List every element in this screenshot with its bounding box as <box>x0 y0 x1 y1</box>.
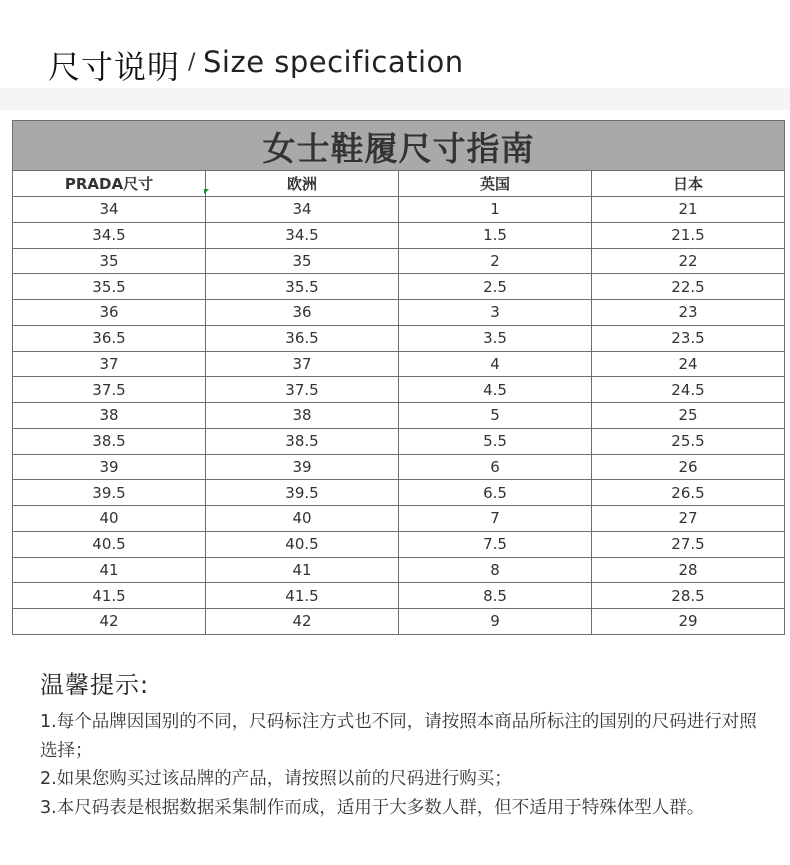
column-header-eu: 欧洲 <box>206 171 399 197</box>
table-row <box>13 531 785 557</box>
cell-uk: 2.5 <box>399 274 592 300</box>
cell-jp: 29 <box>592 609 785 635</box>
cell-uk: 7 <box>399 506 592 532</box>
cell-prada: 41.5 <box>13 583 206 609</box>
cell-prada: 42 <box>13 609 206 635</box>
cell-jp: 24 <box>592 351 785 377</box>
cell-jp: 21.5 <box>592 222 785 248</box>
cell-jp: 23 <box>592 300 785 326</box>
cell-comment-marker <box>204 189 209 194</box>
page-title-en: Size specification <box>203 45 464 79</box>
cell-jp: 25 <box>592 403 785 429</box>
cell-prada: 38.5 <box>13 428 206 454</box>
cell-eu: 37.5 <box>206 377 399 403</box>
table-row <box>13 351 785 377</box>
page-title-cn: 尺寸说明 <box>48 48 181 86</box>
cell-jp: 28 <box>592 557 785 583</box>
cell-prada: 40 <box>13 506 206 532</box>
column-header-prada: PRADA尺寸 <box>13 171 206 197</box>
cell-uk: 8 <box>399 557 592 583</box>
cell-prada: 37.5 <box>13 377 206 403</box>
cell-prada: 36.5 <box>13 325 206 351</box>
cell-eu: 36 <box>206 300 399 326</box>
table-row <box>13 222 785 248</box>
cell-jp: 26 <box>592 454 785 480</box>
tip-item: 1.每个品牌因国别的不同，尺码标注方式也不同，请按照本商品所标注的国别的尺码进行对照选择； <box>40 712 757 761</box>
cell-jp: 28.5 <box>592 583 785 609</box>
cell-prada: 34 <box>13 197 206 223</box>
cell-uk: 7.5 <box>399 531 592 557</box>
cell-prada: 41 <box>13 557 206 583</box>
page-header <box>0 0 790 88</box>
cell-eu: 41 <box>206 557 399 583</box>
cell-eu: 40.5 <box>206 531 399 557</box>
table-row <box>13 480 785 506</box>
cell-prada: 38 <box>13 403 206 429</box>
cell-prada: 36 <box>13 300 206 326</box>
size-table-body <box>13 197 785 635</box>
cell-uk: 5 <box>399 403 592 429</box>
cell-jp: 22.5 <box>592 274 785 300</box>
cell-eu: 34 <box>206 197 399 223</box>
cell-uk: 1 <box>399 197 592 223</box>
cell-uk: 4.5 <box>399 377 592 403</box>
cell-uk: 3.5 <box>399 325 592 351</box>
cell-eu: 35.5 <box>206 274 399 300</box>
cell-prada: 39.5 <box>13 480 206 506</box>
table-row <box>13 583 785 609</box>
title-separator: / <box>188 50 196 75</box>
column-header-uk: 英国 <box>399 171 592 197</box>
cell-eu: 37 <box>206 351 399 377</box>
table-row <box>13 428 785 454</box>
cell-eu: 40 <box>206 506 399 532</box>
cell-uk: 6.5 <box>399 480 592 506</box>
cell-eu: 38.5 <box>206 428 399 454</box>
table-row <box>13 325 785 351</box>
table-row <box>13 274 785 300</box>
cell-eu: 39.5 <box>206 480 399 506</box>
cell-jp: 24.5 <box>592 377 785 403</box>
cell-eu: 39 <box>206 454 399 480</box>
size-chart-banner: 女士鞋履尺寸指南 <box>13 121 785 171</box>
table-row <box>13 300 785 326</box>
table-row <box>13 248 785 274</box>
table-row <box>13 377 785 403</box>
cell-uk: 3 <box>399 300 592 326</box>
cell-uk: 2 <box>399 248 592 274</box>
cell-jp: 23.5 <box>592 325 785 351</box>
cell-eu: 34.5 <box>206 222 399 248</box>
cell-prada: 35.5 <box>13 274 206 300</box>
table-row <box>13 454 785 480</box>
cell-jp: 27 <box>592 506 785 532</box>
cell-jp: 21 <box>592 197 785 223</box>
cell-uk: 6 <box>399 454 592 480</box>
cell-eu: 35 <box>206 248 399 274</box>
cell-prada: 40.5 <box>13 531 206 557</box>
cell-jp: 25.5 <box>592 428 785 454</box>
column-header-jp: 日本 <box>592 171 785 197</box>
tip-item: 3.本尺码表是根据数据采集制作而成，适用于大多数人群，但不适用于特殊体型人群。 <box>40 797 705 818</box>
cell-prada: 39 <box>13 454 206 480</box>
cell-prada: 37 <box>13 351 206 377</box>
cell-uk: 1.5 <box>399 222 592 248</box>
cell-uk: 8.5 <box>399 583 592 609</box>
table-row <box>13 557 785 583</box>
tips-list <box>40 708 760 822</box>
cell-uk: 9 <box>399 609 592 635</box>
table-row <box>13 506 785 532</box>
cell-eu: 41.5 <box>206 583 399 609</box>
tip-item: 2.如果您购买过该品牌的产品，请按照以前的尺码进行购买； <box>40 769 512 789</box>
cell-eu: 42 <box>206 609 399 635</box>
cell-jp: 22 <box>592 248 785 274</box>
table-row <box>13 609 785 635</box>
cell-jp: 26.5 <box>592 480 785 506</box>
size-chart-table <box>12 120 785 635</box>
header-divider-band <box>0 88 790 110</box>
cell-eu: 38 <box>206 403 399 429</box>
cell-uk: 4 <box>399 351 592 377</box>
cell-prada: 34.5 <box>13 222 206 248</box>
cell-uk: 5.5 <box>399 428 592 454</box>
cell-prada: 35 <box>13 248 206 274</box>
column-header-row <box>13 171 785 197</box>
tips-title: 温馨提示: <box>40 671 150 699</box>
table-row <box>13 403 785 429</box>
cell-eu: 36.5 <box>206 325 399 351</box>
cell-jp: 27.5 <box>592 531 785 557</box>
table-row <box>13 197 785 223</box>
